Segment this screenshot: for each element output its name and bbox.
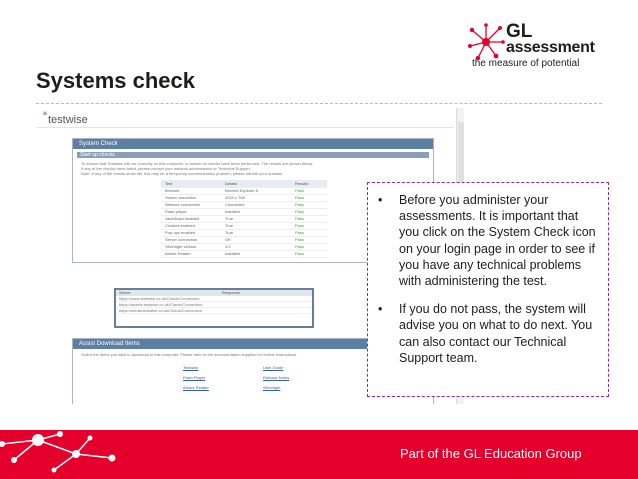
intro-line: If any of the checks have failed, please contact your network administrator or Technical Support. — [81, 166, 251, 171]
download-links-col2 — [263, 363, 289, 393]
table-row: Adobe Reader Installed Pass — [161, 250, 327, 257]
col-test: Test — [161, 180, 221, 187]
testwise-star-icon: ✳ — [42, 111, 48, 118]
instructions-list — [378, 192, 600, 366]
table-row: Pop-ups enabled True Pass — [161, 229, 327, 236]
bullet-icon: • — [378, 193, 383, 207]
table-row: Browser Internet Explorer 8 Pass — [161, 187, 327, 194]
popup-row: https://media.testwise.co.uk/Check/Connection — [116, 308, 312, 314]
instructions-callout — [367, 182, 609, 397]
server-check-popup — [114, 288, 314, 328]
logo-network-icon — [466, 22, 506, 62]
download-panel-title: Assist Download Items — [73, 339, 433, 349]
col-details: Details — [221, 180, 291, 187]
intro-line: Note: if any of the results show fail, this may be a temporary communication problem; please refresh your browser. — [81, 171, 284, 176]
download-links-col1 — [183, 363, 209, 393]
popup-header: Server Response — [116, 290, 312, 296]
popup-row: https://assets.testwise.co.uk/Check/Connection — [116, 302, 312, 308]
gl-assessment-logo — [466, 22, 606, 72]
slide-title: Systems check — [36, 68, 195, 93]
download-link[interactable]: Silverlight — [263, 385, 281, 390]
bullet-text: If you do not pass, the system will advise you on what to do next. You can also contact our Technical Support team. — [399, 302, 593, 365]
startup-checks-header: Start-up checks — [77, 152, 429, 158]
testwise-header — [36, 108, 454, 128]
download-link[interactable]: Adobe Reader — [183, 385, 209, 390]
logo-text-assessment: assessment — [506, 39, 595, 56]
logo-text-gl: GL — [506, 21, 533, 42]
table-row: Cookies enabled True Pass — [161, 222, 327, 229]
table-row: Screen resolution 1024 x 768 Pass — [161, 194, 327, 201]
list-item — [378, 301, 600, 366]
list-item — [378, 192, 600, 289]
system-check-panel-title: System Check — [73, 139, 433, 149]
intro-line: To ensure that Testwise will run correctly on this computer, a number of checks have been performed. The results are shown below. — [81, 161, 314, 166]
popup-row: https://www.testwise.co.uk/Check/Connection — [116, 296, 312, 302]
download-panel-text: Select the items you wish to download to this computer. Please refer to the documentation supplied for further instructions. — [81, 352, 298, 357]
download-link[interactable]: User Guide — [263, 365, 284, 370]
table-row: Silverlight version 4.0 Pass — [161, 243, 327, 250]
testwise-logo: ✳ testwise — [42, 111, 88, 126]
footer-text: Part of the GL Education Group — [400, 446, 582, 461]
col-results: Results — [291, 180, 327, 187]
table-row: Server connection OK Pass — [161, 236, 327, 243]
bullet-text: Before you administer your assessments. It is important that you click on the System Check icon on your login page in order to see if you have any technical problems with administering the test. — [399, 193, 596, 289]
table-row: Network connection Connected Pass — [161, 201, 327, 208]
download-link[interactable]: Release Notes — [263, 375, 290, 380]
download-link[interactable]: Flash Player — [183, 375, 206, 380]
checks-table-header — [161, 180, 327, 187]
bullet-icon: • — [378, 302, 383, 317]
logo-tagline: the measure of potential — [472, 58, 580, 69]
title-divider — [36, 103, 602, 104]
footer-network-icon — [0, 430, 130, 479]
download-link[interactable]: Testwise — [183, 365, 199, 370]
footer-bar — [0, 430, 638, 479]
table-row: Flash player Installed Pass — [161, 208, 327, 215]
checks-table — [161, 180, 327, 258]
table-row: JavaScript enabled True Pass — [161, 215, 327, 222]
